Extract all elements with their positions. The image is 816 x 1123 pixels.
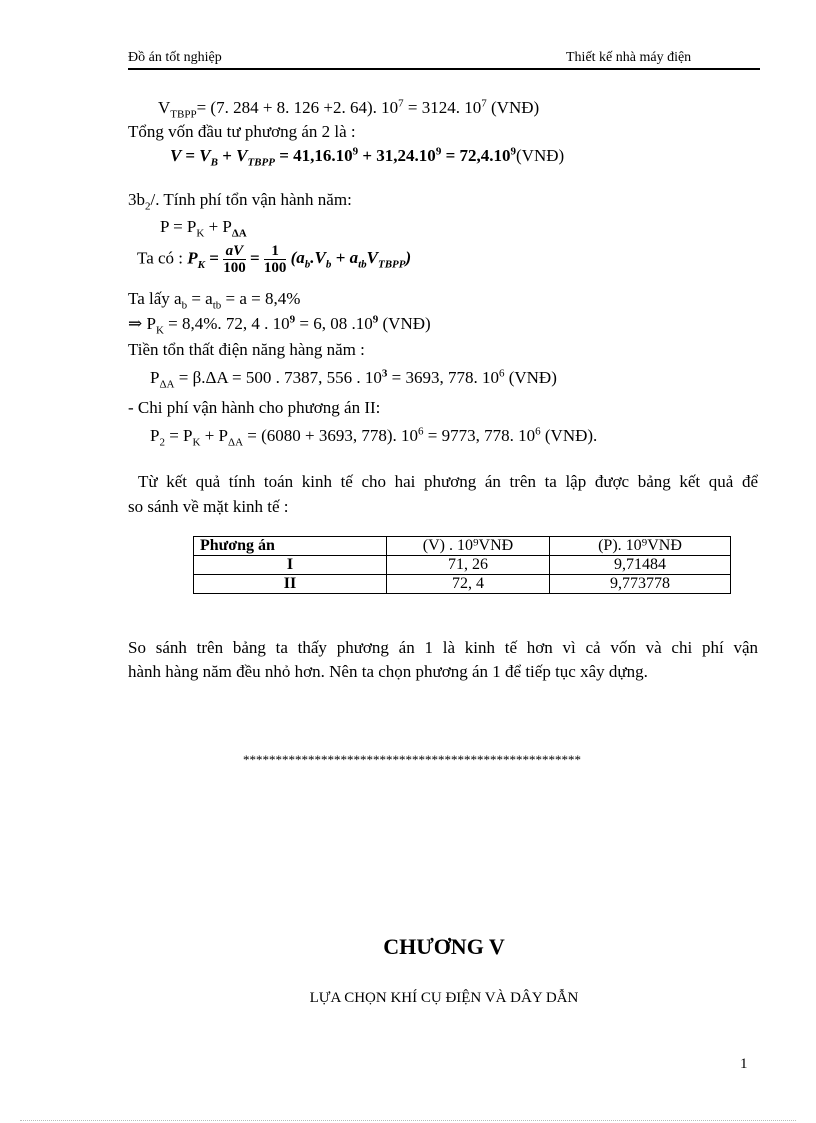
loss-heading: Tiền tổn thất điện năng hàng năm : [128, 340, 365, 359]
op-heading: - Chi phí vận hành cho phương án II: [128, 398, 381, 417]
table-header-cell: (P). 10⁹VNĐ [550, 537, 731, 556]
pk-formula: Ta có : $P_K$ = $\frac{aV}{100}$ = $\frac{1}{100}$ $(a_b.V_b + a_{tb}V_{TBPP})$ [137, 243, 412, 276]
intro-line-1: Từ kết quả tính toán kinh tế cho hai phương án trên ta lập được bảng kết quả để [138, 472, 758, 491]
table-header-cell: Phương án [194, 537, 387, 556]
table-cell: I [194, 556, 387, 575]
talay-line: Ta lấy $a_b = a_{tb} = a = 8,4\%$ [128, 289, 301, 312]
p-formula: $P = P_K + P_{\Delta A}$ [160, 217, 247, 240]
table-cell: 71, 26 [387, 556, 550, 575]
page-bottom-edge [20, 1120, 796, 1121]
table-row [194, 556, 731, 575]
table-cell: 9,773778 [550, 575, 731, 594]
total-formula: $V = V_B + V_{TBPP} = 41,16.10^9 + 31,24.10^9$ = $72,4.10^9(VNĐ)$ [170, 145, 565, 169]
vtbpp-line: $V_{TBPP}= (7$. 284 + 8. 126 +2. 64). $10^7 = 3124$. $10^7$ (VNĐ) [158, 97, 540, 121]
conclusion-line-2: hành hàng năm đều nhỏ hơn. Nên ta chọn phương án 1 để tiếp tục xây dựng. [128, 662, 648, 681]
table-cell: II [194, 575, 387, 594]
stars-divider: **************************************************** [243, 752, 581, 767]
intro-line-2: so sánh về mặt kinh tế : [128, 497, 289, 516]
loss-formula: $P_{\Delta A} = \beta.\Delta A = 500$ . 7387, 556 . $10^3 = 3693$, 778. $10^6$ (VNĐ) [150, 367, 557, 391]
conclusion-line-1: So sánh trên bảng ta thấy phương án 1 là kinh tế hơn vì cả vốn và chi phí vận [128, 638, 758, 657]
comparison-table [193, 536, 731, 594]
page-number: 1 [740, 1056, 748, 1072]
p2-formula: $P_2 = P_K + P_{\Delta A} = (6080 + 3693$, 778). $10^6 = 9773$, 778. $10^6$ (VNĐ). [150, 425, 598, 449]
table-row [194, 575, 731, 594]
chapter-title: CHƯƠNG V [383, 934, 505, 959]
header-rule [128, 68, 760, 70]
header-right: Thiết kế nhà máy điện [566, 50, 692, 65]
section-3b: $3b_2/$. Tính phí tổn vận hành năm: [128, 190, 352, 213]
table-header-cell: (V) . 10⁹VNĐ [387, 537, 550, 556]
table-cell: 72, 4 [387, 575, 550, 594]
chapter-subtitle: LỰA CHỌN KHÍ CỤ ĐIỆN VÀ DÂY DẪN [309, 990, 579, 1006]
header-left: Đồ án tốt nghiệp [128, 50, 222, 65]
table-header-row [194, 537, 731, 556]
pk-value-line: ⇒ $P_K = 8,4\%$. 72, 4 . $10^9 = 6$, 08 $.10^9$ (VNĐ) [128, 313, 431, 337]
total-heading: Tổng vốn đầu tư phương án 2 là : [128, 122, 356, 141]
table-cell: 9,71484 [550, 556, 731, 575]
